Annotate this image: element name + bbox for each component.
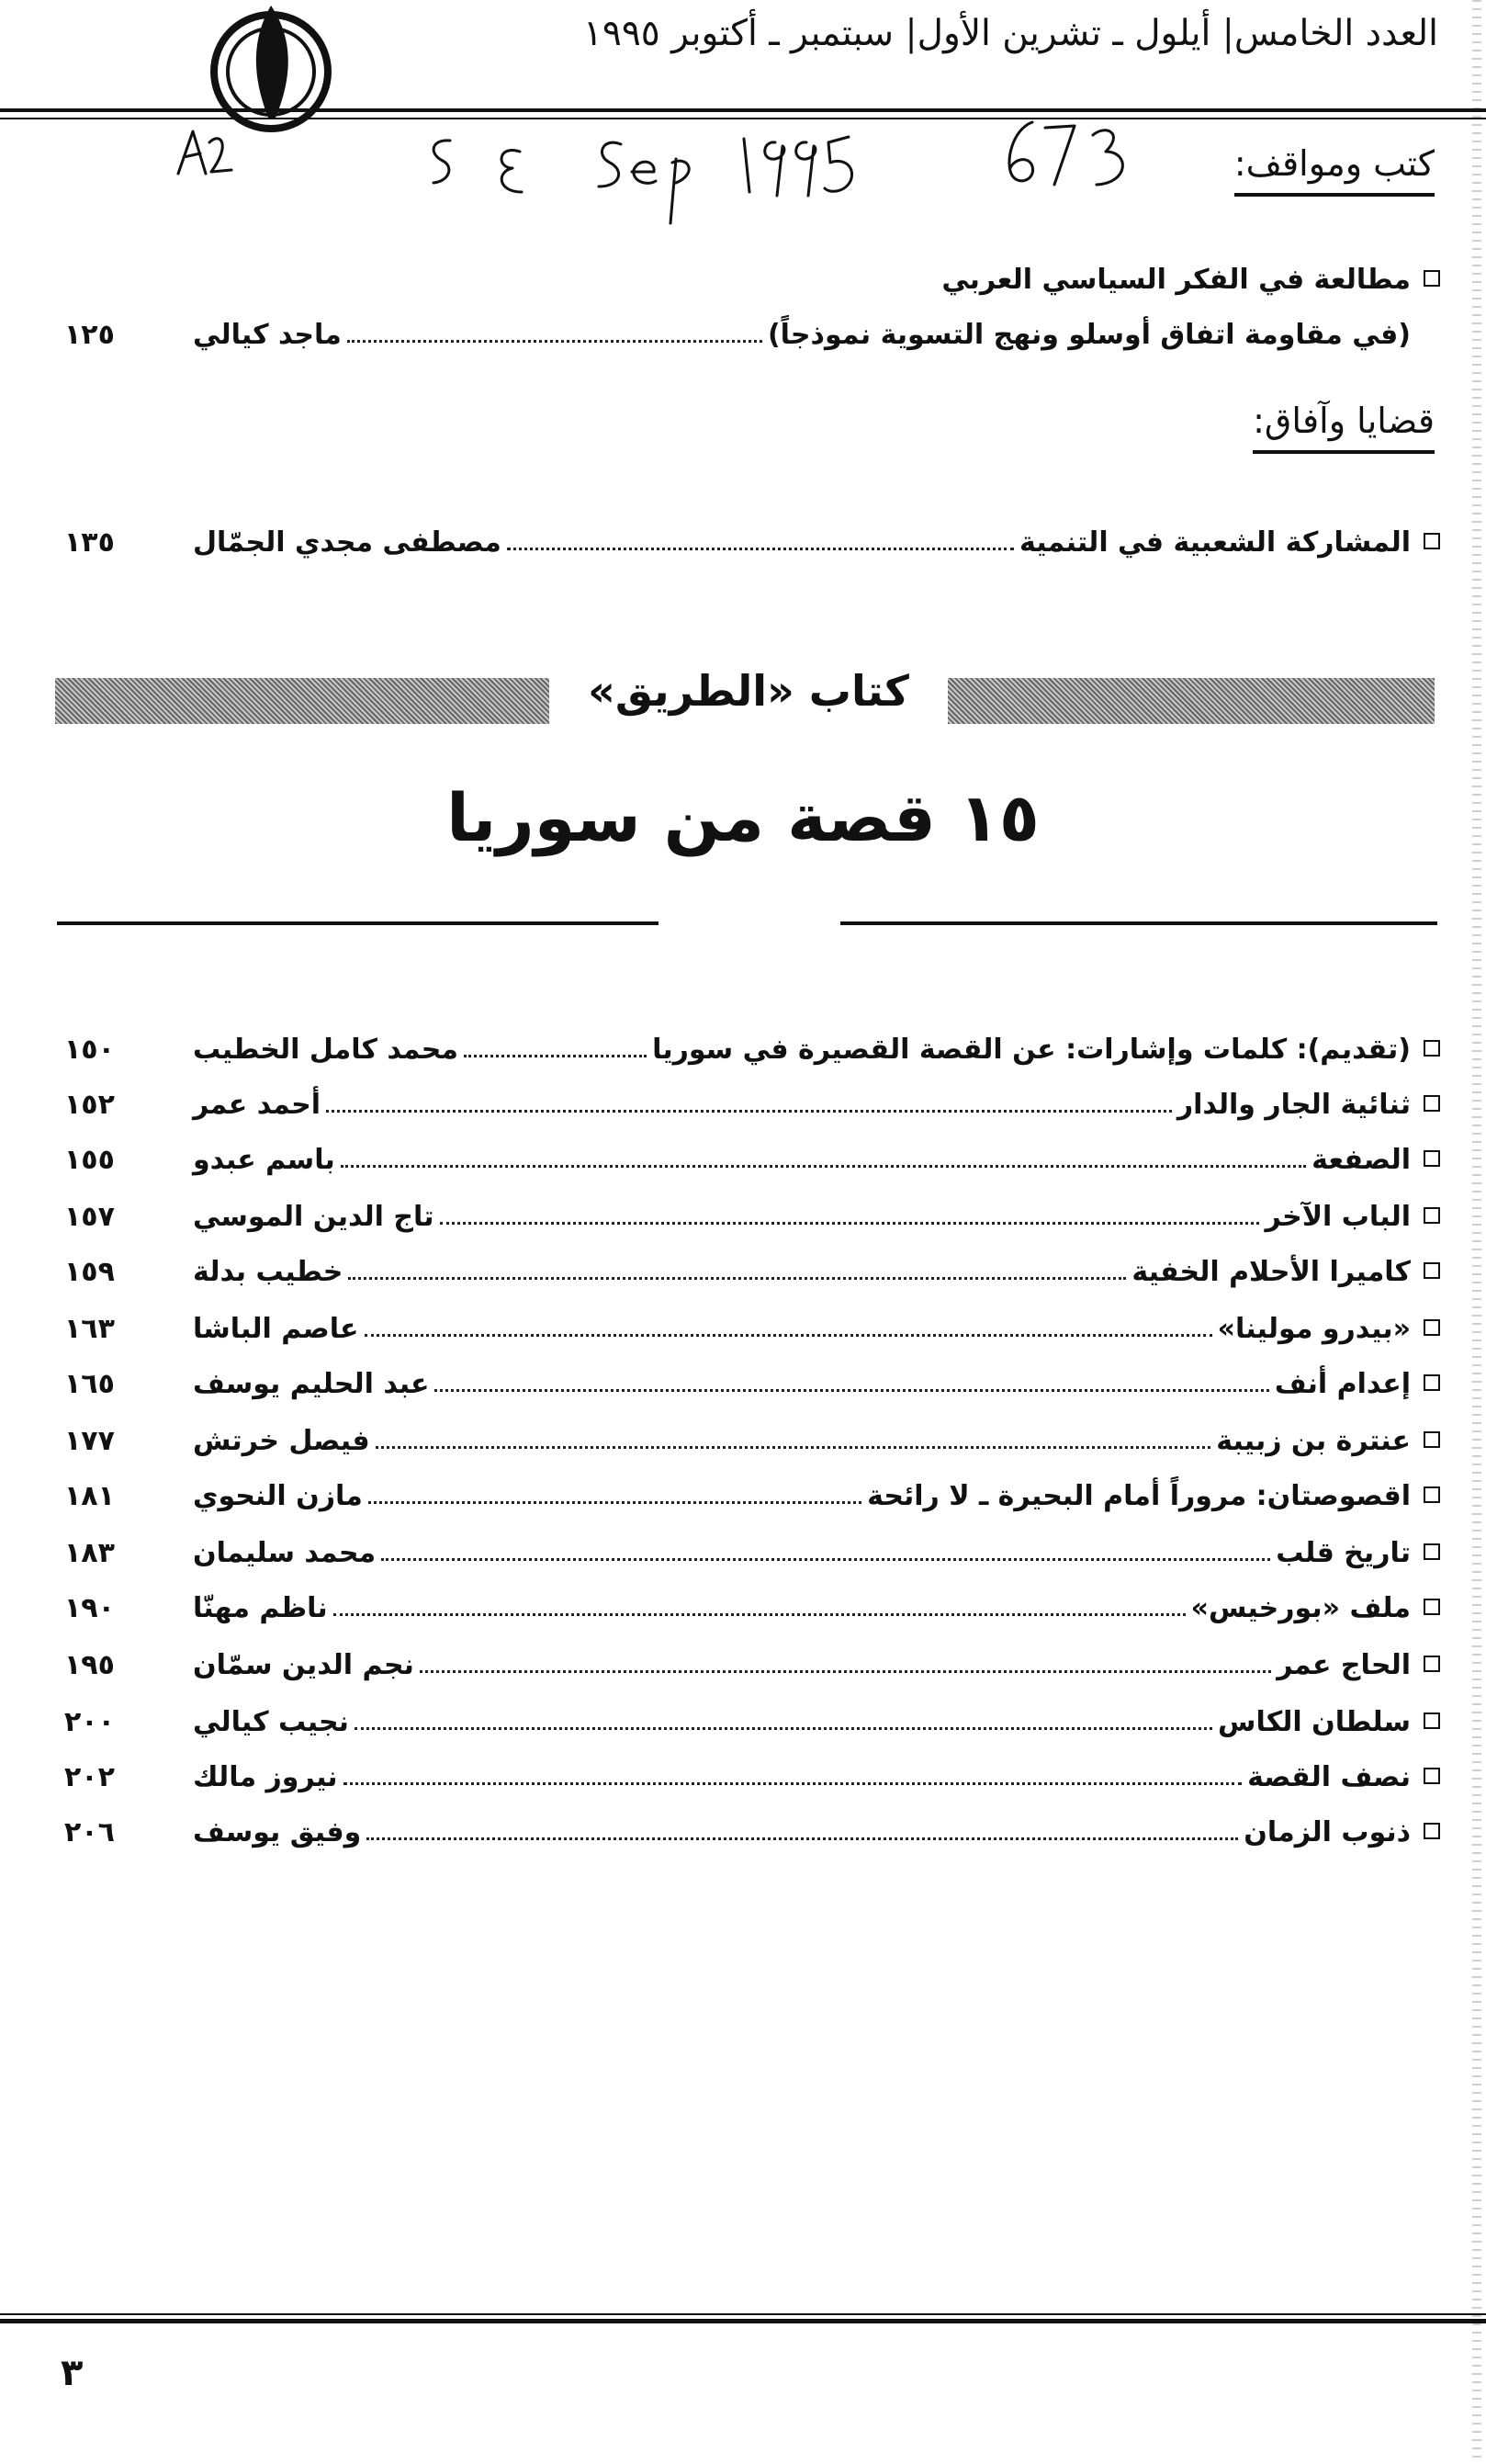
- header-rule: [0, 108, 1486, 112]
- story-title: «بيدرو مولينا»: [1217, 1313, 1411, 1345]
- dot-leader: [434, 1389, 1268, 1392]
- entry-page-number: ١٣٥: [64, 526, 115, 559]
- dot-leader: [355, 1727, 1212, 1730]
- entry-title: مطالعة في الفكر السياسي العربي: [941, 264, 1411, 296]
- story-title: ثنائية الجار والدار: [1176, 1089, 1411, 1121]
- story-author: عاصم الباشا: [193, 1313, 359, 1345]
- story-page-number: ١٦٣: [64, 1313, 115, 1345]
- story-title: ذنوب الزمان: [1244, 1816, 1411, 1848]
- dot-leader: [343, 1782, 1243, 1785]
- checkbox-bullet-icon: [1424, 1656, 1440, 1672]
- story-author: فيصل خرتش: [193, 1425, 370, 1457]
- checkbox-bullet-icon: [1424, 1095, 1440, 1112]
- checkbox-bullet-icon: [1424, 1319, 1440, 1336]
- dot-leader: [368, 1501, 861, 1504]
- dot-leader: [507, 548, 1014, 550]
- issue-line: العدد الخامس| أيلول ـ تشرين الأول| سبتمبر ـ أكتوبر ١٩٩٥: [582, 13, 1438, 54]
- story-title: اقصوصتان: مروراً أمام البحيرة ـ لا رائحة: [867, 1480, 1411, 1512]
- story-title: الباب الآخر: [1265, 1201, 1411, 1233]
- entry-page-number: ١٢٥: [64, 319, 115, 351]
- story-page-number: ١٥٢: [64, 1089, 115, 1121]
- checkbox-bullet-icon: [1424, 1768, 1440, 1784]
- dot-leader: [440, 1222, 1260, 1225]
- checkbox-bullet-icon: [1424, 1431, 1440, 1448]
- story-title: (تقديم): كلمات وإشارات: عن القصة القصيرة في سوريا: [652, 1034, 1411, 1066]
- story-author: نجيب كيالي: [193, 1706, 349, 1738]
- story-entry: [64, 1633, 1440, 1681]
- checkbox-bullet-icon: [1424, 1262, 1440, 1279]
- checkbox-bullet-icon: [1424, 1207, 1440, 1224]
- story-entry: [64, 1464, 1440, 1512]
- story-title: تاريخ قلب: [1276, 1537, 1411, 1569]
- dot-leader: [366, 1837, 1238, 1840]
- entry-subtitle: (في مقاومة اتفاق أوسلو ونهج التسوية نموذجاً): [767, 319, 1411, 351]
- checkbox-bullet-icon: [1424, 1543, 1440, 1560]
- story-entry: [64, 1073, 1440, 1121]
- story-author: أحمد عمر: [193, 1089, 321, 1121]
- story-page-number: ٢٠٦: [64, 1816, 115, 1848]
- story-author: تاج الدين الموسي: [193, 1201, 434, 1233]
- checkbox-bullet-icon: [1424, 1823, 1440, 1839]
- story-entry: [64, 1690, 1440, 1738]
- story-title: ملف «بورخيس»: [1190, 1592, 1411, 1624]
- story-author: عبد الحليم يوسف: [193, 1368, 430, 1400]
- checkbox-bullet-icon: [1424, 1374, 1440, 1391]
- story-entry: [64, 1746, 1440, 1793]
- banner-hatch-left: [55, 678, 549, 724]
- checkbox-bullet-icon: [1424, 533, 1440, 549]
- book-main-title: ١٥ قصة من سوريا: [446, 779, 1040, 856]
- story-author: ناظم مهنّا: [193, 1592, 328, 1624]
- checkbox-bullet-icon: [1424, 1040, 1440, 1057]
- handwritten-archive-note: [174, 115, 1157, 225]
- section-title-issues-horizons: قضايا وآفاق:: [1253, 401, 1435, 454]
- checkbox-bullet-icon: [1424, 1486, 1440, 1503]
- checkbox-bullet-icon: [1424, 270, 1440, 287]
- story-page-number: ٢٠٢: [64, 1761, 115, 1793]
- section-title-books-positions: كتب ومواقف:: [1234, 143, 1435, 197]
- dot-leader: [326, 1110, 1172, 1113]
- story-page-number: ١٨٣: [64, 1537, 115, 1569]
- dot-leader: [381, 1558, 1270, 1561]
- story-entry: [64, 1128, 1440, 1176]
- story-entry: [64, 1185, 1440, 1233]
- story-title: كاميرا الأحلام الخفية: [1131, 1256, 1411, 1288]
- story-entry: [64, 1352, 1440, 1400]
- story-entry: [64, 1801, 1440, 1848]
- story-page-number: ١٦٥: [64, 1368, 115, 1400]
- story-author: مازن النحوي: [193, 1480, 363, 1512]
- title-rule-right: [840, 921, 1437, 925]
- dot-leader: [464, 1055, 647, 1057]
- story-page-number: ١٩٥: [64, 1649, 115, 1681]
- story-author: وفيق يوسف: [193, 1816, 362, 1848]
- dot-leader: [333, 1613, 1186, 1616]
- checkbox-bullet-icon: [1424, 1599, 1440, 1615]
- dot-leader: [365, 1334, 1212, 1337]
- story-title: إعدام أنف: [1274, 1368, 1411, 1400]
- dot-leader: [348, 1277, 1126, 1280]
- story-page-number: ١٩٠: [64, 1592, 115, 1624]
- checkbox-bullet-icon: [1424, 1150, 1440, 1167]
- story-author: محمد سليمان: [193, 1537, 377, 1569]
- story-author: خطيب بدلة: [193, 1256, 343, 1288]
- story-entry: [64, 1018, 1440, 1066]
- story-page-number: ١٥٩: [64, 1256, 115, 1288]
- toc-entry-continuation: [64, 303, 1440, 351]
- story-author: نجم الدين سمّان: [193, 1649, 414, 1681]
- story-page-number: ١٨١: [64, 1480, 115, 1512]
- story-title: الحاج عمر: [1277, 1649, 1411, 1681]
- story-page-number: ١٥٥: [64, 1144, 115, 1176]
- scan-edge-artifact: [1472, 0, 1481, 2464]
- story-title: الصفعة: [1312, 1144, 1411, 1176]
- dot-leader: [376, 1446, 1211, 1449]
- story-author: باسم عبدو: [193, 1144, 335, 1176]
- dot-leader: [420, 1670, 1271, 1673]
- story-author: محمد كامل الخطيب: [193, 1034, 458, 1066]
- footer-rule: [0, 2319, 1486, 2323]
- dot-leader: [347, 340, 762, 343]
- page-number: ٣: [61, 2352, 84, 2394]
- story-entry: [64, 1577, 1440, 1624]
- story-page-number: ١٧٧: [64, 1425, 115, 1457]
- entry-author: مصطفى مجدي الجمّال: [193, 526, 501, 559]
- footer-rule-thin: [0, 2313, 1486, 2315]
- story-entry: [64, 1521, 1440, 1569]
- story-title: عنترة بن زبيبة: [1216, 1425, 1411, 1457]
- story-author: نيروز مالك: [193, 1761, 338, 1793]
- banner-hatch-right: [948, 678, 1435, 724]
- toc-entry: [64, 248, 1440, 296]
- story-entry: [64, 1240, 1440, 1288]
- dot-leader: [341, 1165, 1306, 1168]
- story-entry: [64, 1297, 1440, 1345]
- story-page-number: ٢٠٠: [64, 1706, 115, 1738]
- story-title: سلطان الكاس: [1218, 1706, 1411, 1738]
- entry-title: المشاركة الشعبية في التنمية: [1019, 526, 1411, 559]
- entry-author: ماجد كيالي: [193, 319, 342, 351]
- title-rule-left: [57, 921, 659, 925]
- story-page-number: ١٥٠: [64, 1034, 115, 1066]
- story-title: نصف القصة: [1247, 1761, 1411, 1793]
- story-entry: [64, 1409, 1440, 1457]
- checkbox-bullet-icon: [1424, 1712, 1440, 1729]
- toc-entry: [64, 511, 1440, 559]
- book-banner-title: كتاب «الطريق»: [588, 666, 909, 716]
- story-page-number: ١٥٧: [64, 1201, 115, 1233]
